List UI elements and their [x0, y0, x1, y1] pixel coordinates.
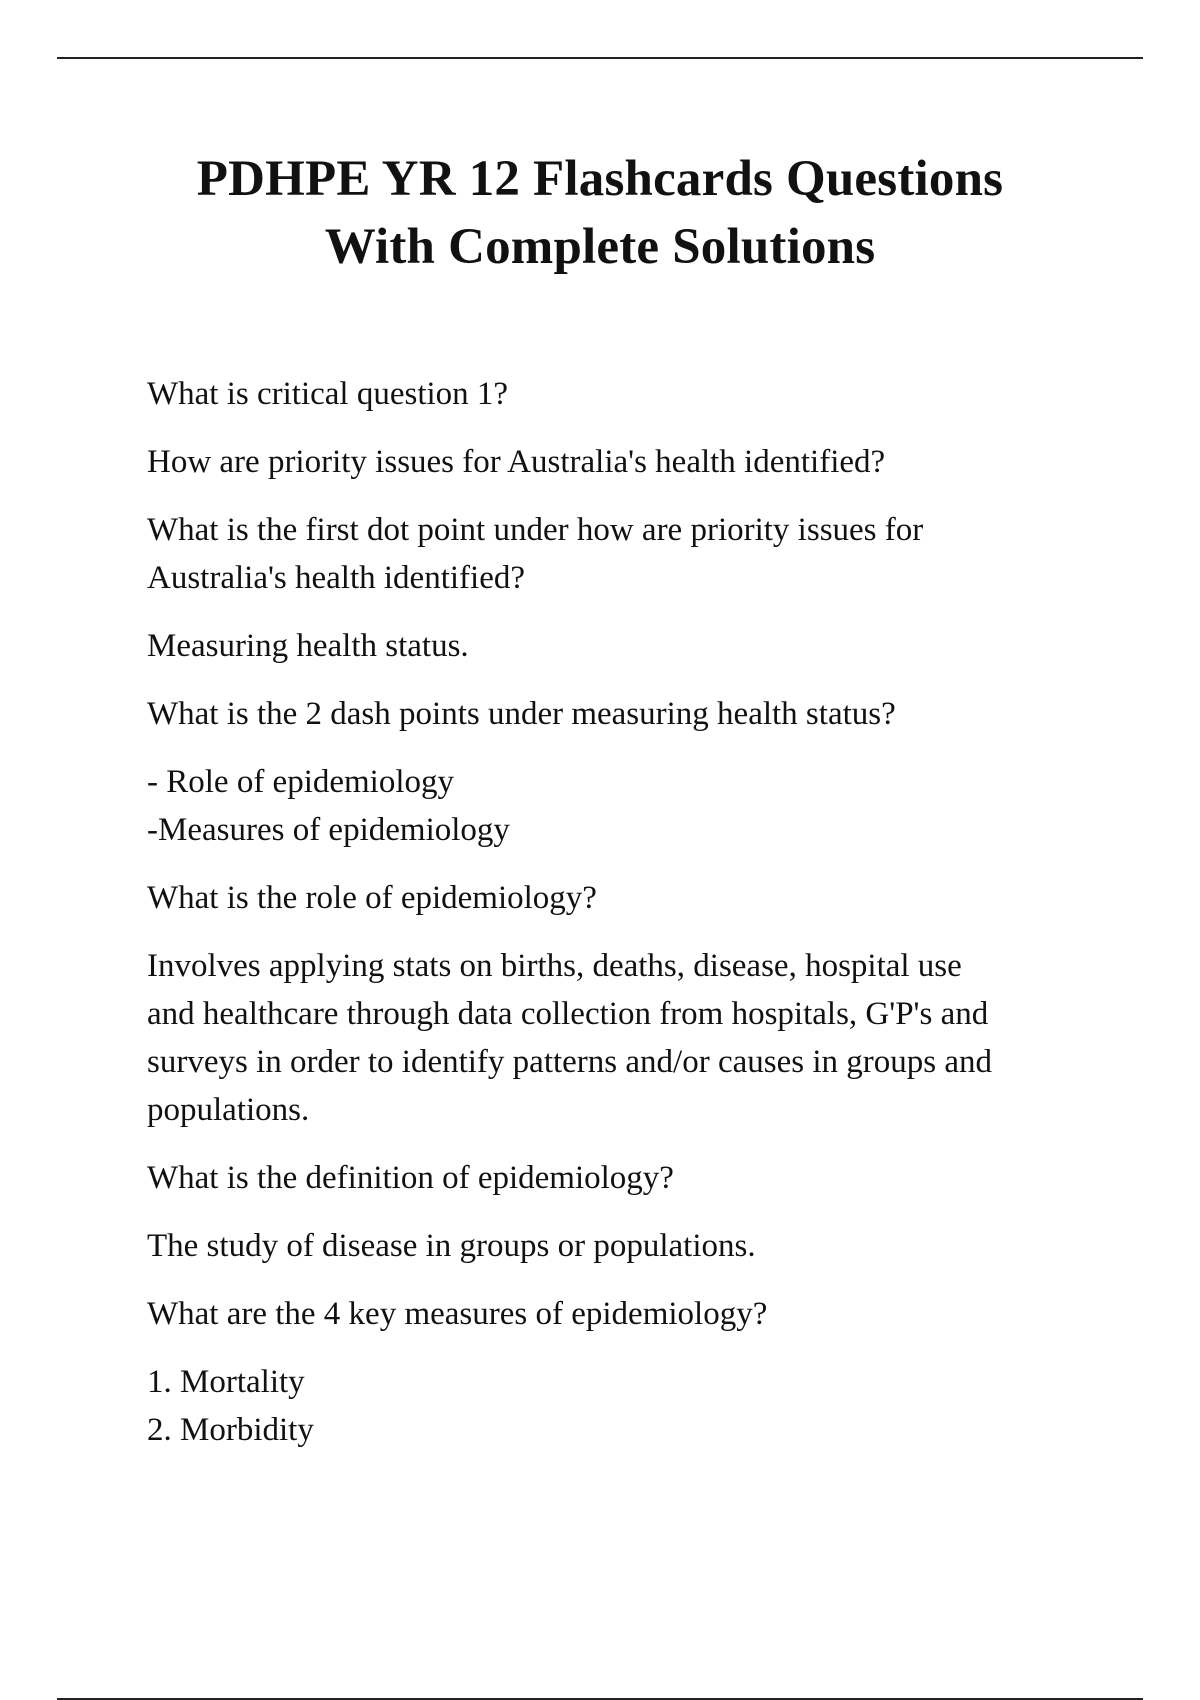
question-2 — [147, 506, 1087, 602]
answer-5 — [147, 1222, 1087, 1270]
title-line-1: PDHPE YR 12 Flashcards Questions — [196, 151, 1004, 207]
answer-4 — [147, 942, 1087, 1134]
text-line: -Measures of epidemiology — [147, 812, 510, 848]
text-line: The study of disease in groups or populations. — [147, 1228, 756, 1264]
text-line: populations. — [147, 1092, 310, 1128]
text-line: Measuring health status. — [147, 628, 469, 664]
text-line: What is the 2 dash points under measuring health status? — [147, 696, 896, 732]
text-line: 2. Morbidity — [147, 1412, 314, 1448]
text-line: - Role of epidemiology — [147, 764, 455, 800]
text-line: What is the first dot point under how are priority issues for — [147, 512, 924, 548]
answer-1 — [147, 438, 1087, 486]
text-line: What are the 4 key measures of epidemiology? — [147, 1296, 768, 1332]
text-line: and healthcare through data collection from hospitals, G'P's and — [147, 996, 989, 1032]
text-line: What is critical question 1? — [147, 376, 509, 412]
question-1 — [147, 370, 1087, 418]
text-line: Involves applying stats on births, deaths, disease, hospital use — [147, 948, 962, 984]
text-line: How are priority issues for Australia's health identified? — [147, 444, 886, 480]
text-line: surveys in order to identify patterns and/or causes in groups and — [147, 1044, 992, 1080]
text-line: 1. Mortality — [147, 1364, 305, 1400]
text-line: What is the definition of epidemiology? — [147, 1160, 674, 1196]
answer-2 — [147, 622, 1087, 670]
title-line-2: With Complete Solutions — [324, 219, 876, 275]
question-4 — [147, 874, 1087, 922]
question-6 — [147, 1290, 1087, 1338]
question-3 — [147, 690, 1087, 738]
top-rule — [57, 57, 1143, 59]
text-line: What is the role of epidemiology? — [147, 880, 597, 916]
question-5 — [147, 1154, 1087, 1202]
document-title — [0, 145, 1200, 281]
text-line: Australia's health identified? — [147, 560, 525, 596]
flashcard-list — [147, 370, 1087, 1474]
answer-6 — [147, 1358, 1087, 1454]
answer-3 — [147, 758, 1087, 854]
